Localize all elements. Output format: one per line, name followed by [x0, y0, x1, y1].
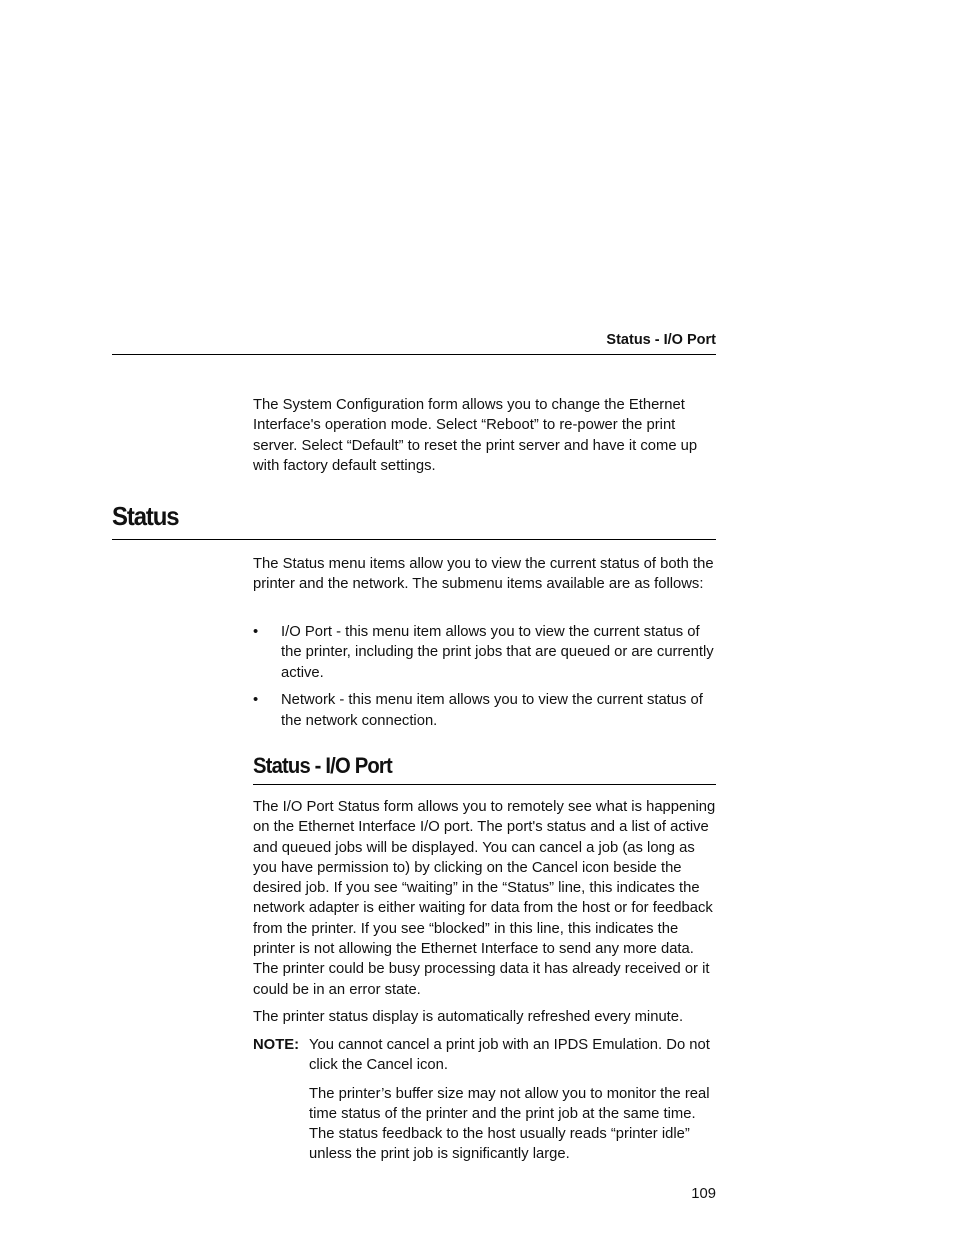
status-heading-rule	[112, 539, 716, 540]
bullet-icon: •	[253, 624, 259, 640]
note-label: NOTE:	[253, 1037, 300, 1053]
submenu-list	[253, 622, 716, 731]
status-paragraph: The Status menu items allow you to view the current status of both the printer and the network. The submenu items available are as follows:	[253, 556, 714, 593]
page-number: 109	[691, 1186, 716, 1202]
bullet-text-network: Network - this menu item allows you to view the current status of the network connection.	[281, 692, 703, 729]
intro-paragraph: The System Configuration form allows you to change the Ethernet Interface's operation mode. Select “Reboot” to re-power the print server. Select “Default” to reset the print server and have it come up with factory default settings.	[253, 397, 698, 474]
bullet-icon: •	[253, 692, 259, 709]
io-port-heading: Status - I/O Port	[253, 753, 392, 778]
status-heading: Status	[112, 501, 179, 531]
io-port-paragraph: The I/O Port Status form allows you to remotely see what is happening on the Ethernet Interface I/O port. The port's status and a list of active and queued jobs will be displayed. You can cancel a job (as long as you have permission to) by clicking on the Cancel icon beside the desired job. If you see “waiting” in the “Status” line, this indicates the network adapter is either waiting for data from the host or for feedback from the printer. If you see “blocked” in this line, this indicates the printer is not allowing the Ethernet Interface to send any more data. The printer could be busy processing data it has already received or it could be in an error state.	[253, 799, 716, 998]
bullet-text-io-port: I/O Port - this menu item allows you to view the current status of the printer, including the print jobs that are queued or are currently active.	[281, 624, 714, 681]
note-block	[253, 1035, 716, 1173]
list-item	[253, 622, 716, 683]
note-paragraph-buffer: The printer’s buffer size may not allow you to monitor the real time status of the printer and the print job at the same time. The status feedback to the host usually reads “printer idle” unless the print job is significantly large.	[309, 1085, 710, 1163]
refresh-paragraph: The printer status display is automatically refreshed every minute.	[253, 1009, 684, 1025]
list-item	[253, 690, 716, 731]
running-header: Status - I/O Port	[606, 332, 716, 348]
note-paragraph-ipds: You cannot cancel a print job with an IPDS Emulation. Do not click the Cancel icon.	[309, 1037, 710, 1074]
header-rule	[112, 354, 716, 355]
io-port-heading-rule	[253, 784, 716, 785]
